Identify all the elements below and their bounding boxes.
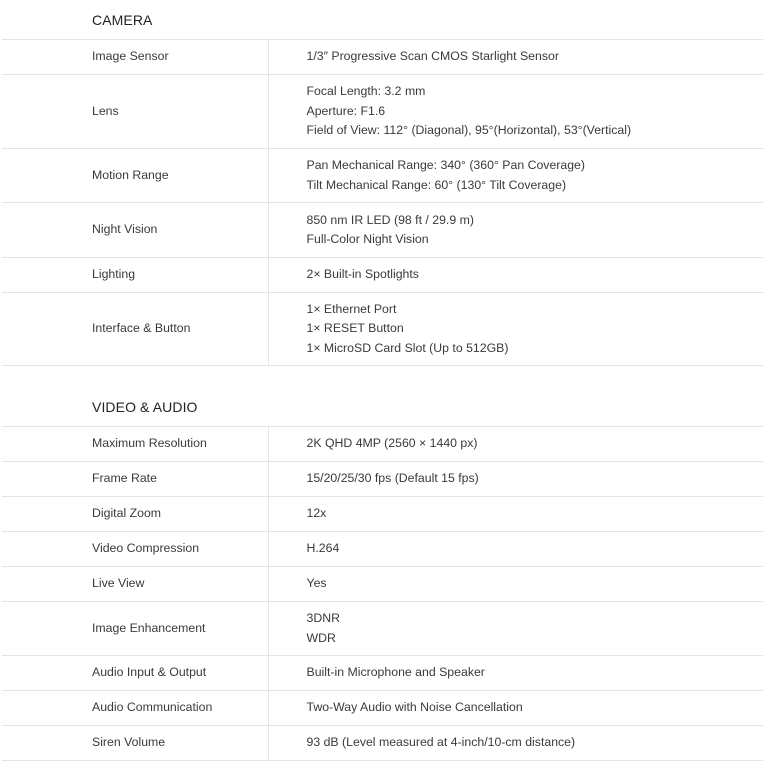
spec-row — [2, 602, 763, 656]
spec-row — [2, 40, 763, 75]
spec-label: Audio Communication — [2, 691, 268, 726]
spec-row — [2, 656, 763, 691]
spec-value-line: Aperture: F1.6 — [306, 103, 386, 118]
spec-value-line: Built-in Microphone and Speaker — [306, 665, 485, 680]
spec-label: Image Sensor — [2, 40, 268, 75]
spec-row — [2, 726, 763, 761]
video-audio-spec-table — [2, 426, 763, 761]
camera-section-title: CAMERA — [92, 12, 153, 28]
spec-value-line: Focal Length: 3.2 mm — [306, 84, 426, 99]
spec-value — [268, 427, 763, 462]
spec-label: Video Compression — [2, 532, 268, 567]
spec-value-line: Yes — [306, 576, 327, 591]
spec-value — [268, 462, 763, 497]
spec-value — [268, 656, 763, 691]
camera-spec-table — [2, 39, 763, 366]
spec-label: Interface & Button — [2, 293, 268, 366]
spec-row — [2, 149, 763, 203]
spec-value — [268, 40, 763, 75]
spec-value-line: 2K QHD 4MP (2560 × 1440 px) — [306, 436, 478, 451]
spec-value-line: H.264 — [306, 541, 340, 556]
spec-value — [268, 149, 763, 203]
spec-value — [268, 567, 763, 602]
spec-value-line: 3DNR — [306, 611, 340, 626]
spec-label: Night Vision — [2, 203, 268, 258]
spec-row — [2, 427, 763, 462]
spec-label: Digital Zoom — [2, 497, 268, 532]
spec-value — [268, 602, 763, 656]
spec-value — [268, 203, 763, 258]
spec-value — [268, 691, 763, 726]
spec-label: Siren Volume — [2, 726, 268, 761]
spec-label: Lens — [2, 75, 268, 149]
spec-value-line: 2× Built-in Spotlights — [306, 267, 419, 282]
spec-row — [2, 497, 763, 532]
spec-row — [2, 691, 763, 726]
spec-label: Image Enhancement — [2, 602, 268, 656]
spec-row — [2, 293, 763, 366]
spec-value-line: Two-Way Audio with Noise Cancellation — [306, 700, 523, 715]
spec-label: Lighting — [2, 258, 268, 293]
spec-value-line: 15/20/25/30 fps (Default 15 fps) — [306, 471, 479, 486]
spec-label: Motion Range — [2, 149, 268, 203]
spec-value — [268, 726, 763, 761]
spec-row — [2, 462, 763, 497]
spec-label: Audio Input & Output — [2, 656, 268, 691]
video-audio-section-title: VIDEO & AUDIO — [92, 399, 198, 415]
spec-value-line: Pan Mechanical Range: 340° (360° Pan Coverage) — [306, 158, 585, 173]
spec-value — [268, 293, 763, 366]
spec-value-line: 1× Ethernet Port — [306, 301, 397, 316]
spec-label: Frame Rate — [2, 462, 268, 497]
spec-value-line: Field of View: 112° (Diagonal), 95°(Horizontal), 53°(Vertical) — [306, 123, 632, 138]
spec-row — [2, 75, 763, 149]
spec-label: Live View — [2, 567, 268, 602]
spec-value-line: WDR — [306, 630, 336, 645]
spec-row — [2, 567, 763, 602]
spec-value — [268, 497, 763, 532]
spec-value — [268, 75, 763, 149]
spec-label: Maximum Resolution — [2, 427, 268, 462]
spec-value-line: 93 dB (Level measured at 4-inch/10-cm distance) — [306, 735, 576, 750]
spec-value-line: 1× RESET Button — [306, 321, 404, 336]
spec-row — [2, 203, 763, 258]
spec-value-line: 12x — [306, 506, 327, 521]
spec-value — [268, 532, 763, 567]
spec-value-line: Full-Color Night Vision — [306, 232, 429, 246]
spec-value-line: 1/3″ Progressive Scan CMOS Starlight Sensor — [306, 49, 559, 64]
spec-value — [268, 258, 763, 293]
spec-value-line: 850 nm IR LED (98 ft / 29.9 m) — [306, 212, 474, 227]
spec-row — [2, 532, 763, 567]
spec-value-line: 1× MicroSD Card Slot (Up to 512GB) — [306, 340, 509, 355]
spec-row — [2, 258, 763, 293]
spec-value-line: Tilt Mechanical Range: 60° (130° Tilt Coverage) — [306, 177, 567, 192]
